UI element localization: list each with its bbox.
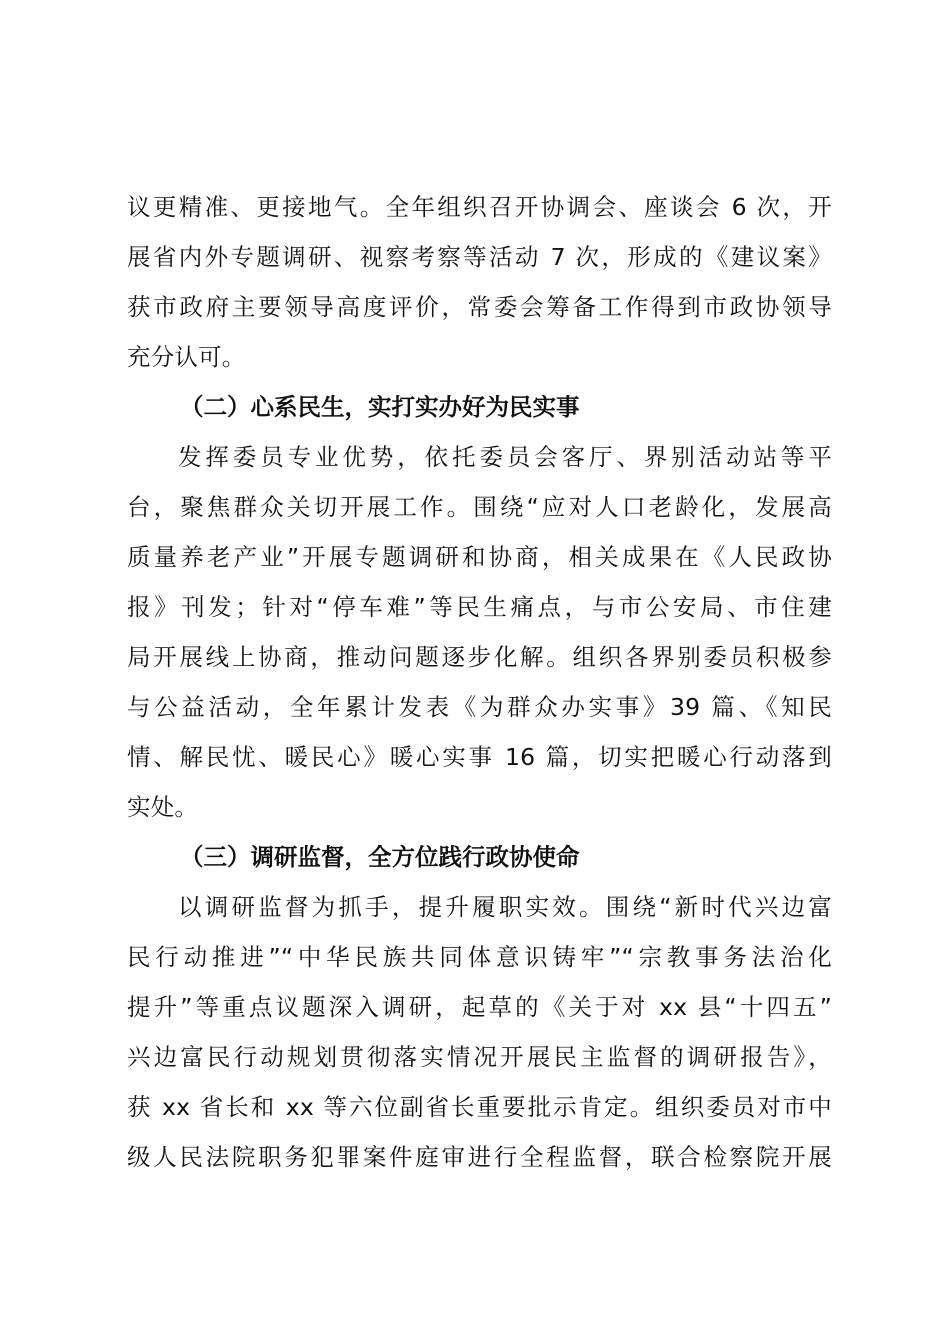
text-line: 台，聚焦群众关切开展工作。围绕“应对人口老龄化，发展高 (127, 493, 832, 521)
section-heading: （二）心系民生，实打实办好为民实事 (180, 393, 580, 421)
text-line: 级人民法院职务犯罪案件庭审进行全程监督，联合检察院开展 (127, 1143, 832, 1171)
text-line: 以调研监督为抓手，提升履职实效。围绕“新时代兴边富 (178, 893, 832, 921)
text-line: 议更精准、更接地气。全年组织召开协调会、座谈会 6 次，开 (127, 193, 832, 221)
section-3 (127, 832, 832, 1182)
text-line: 获市政府主要领导高度评价，常委会筹备工作得到市政协领导 (127, 293, 832, 321)
text-line: 获 xx 省长和 xx 等六位副省长重要批示肯定。组织委员对市中 (127, 1093, 832, 1121)
text-line: 兴边富民行动规划贯彻落实情况开展民主监督的调研报告》， (127, 1043, 832, 1071)
text-line: 民行动推进”“中华民族共同体意识铸牢”“宗教事务法治化 (127, 943, 832, 971)
text-line: 质量养老产业”开展专题调研和协商，相关成果在《人民政协 (127, 543, 832, 571)
section-heading: （三）调研监督，全方位践行政协使命 (180, 843, 580, 871)
text-line: 与公益活动，全年累计发表《为群众办实事》39 篇、《知民 (127, 693, 832, 721)
text-line: 报》刊发；针对“停车难”等民生痛点，与市公安局、市住建 (127, 593, 832, 621)
text-line: 局开展线上协商，推动问题逐步化解。组织各界别委员积极参 (127, 643, 832, 671)
paragraph-continuation (127, 182, 832, 382)
text-line: 实处。 (127, 793, 199, 821)
text-line: 发挥委员专业优势，依托委员会客厅、界别活动站等平 (178, 443, 832, 471)
text-line: 提升”等重点议题深入调研，起草的《关于对 xx 县“十四五” (127, 993, 832, 1021)
text-line: 充分认可。 (127, 343, 246, 371)
text-line: 展省内外专题调研、视察考察等活动 7 次，形成的《建议案》 (127, 243, 832, 271)
document-body (127, 182, 832, 1182)
section-2 (127, 382, 832, 832)
text-line: 情、解民忧、暖民心》暖心实事 16 篇，切实把暖心行动落到 (127, 743, 832, 771)
